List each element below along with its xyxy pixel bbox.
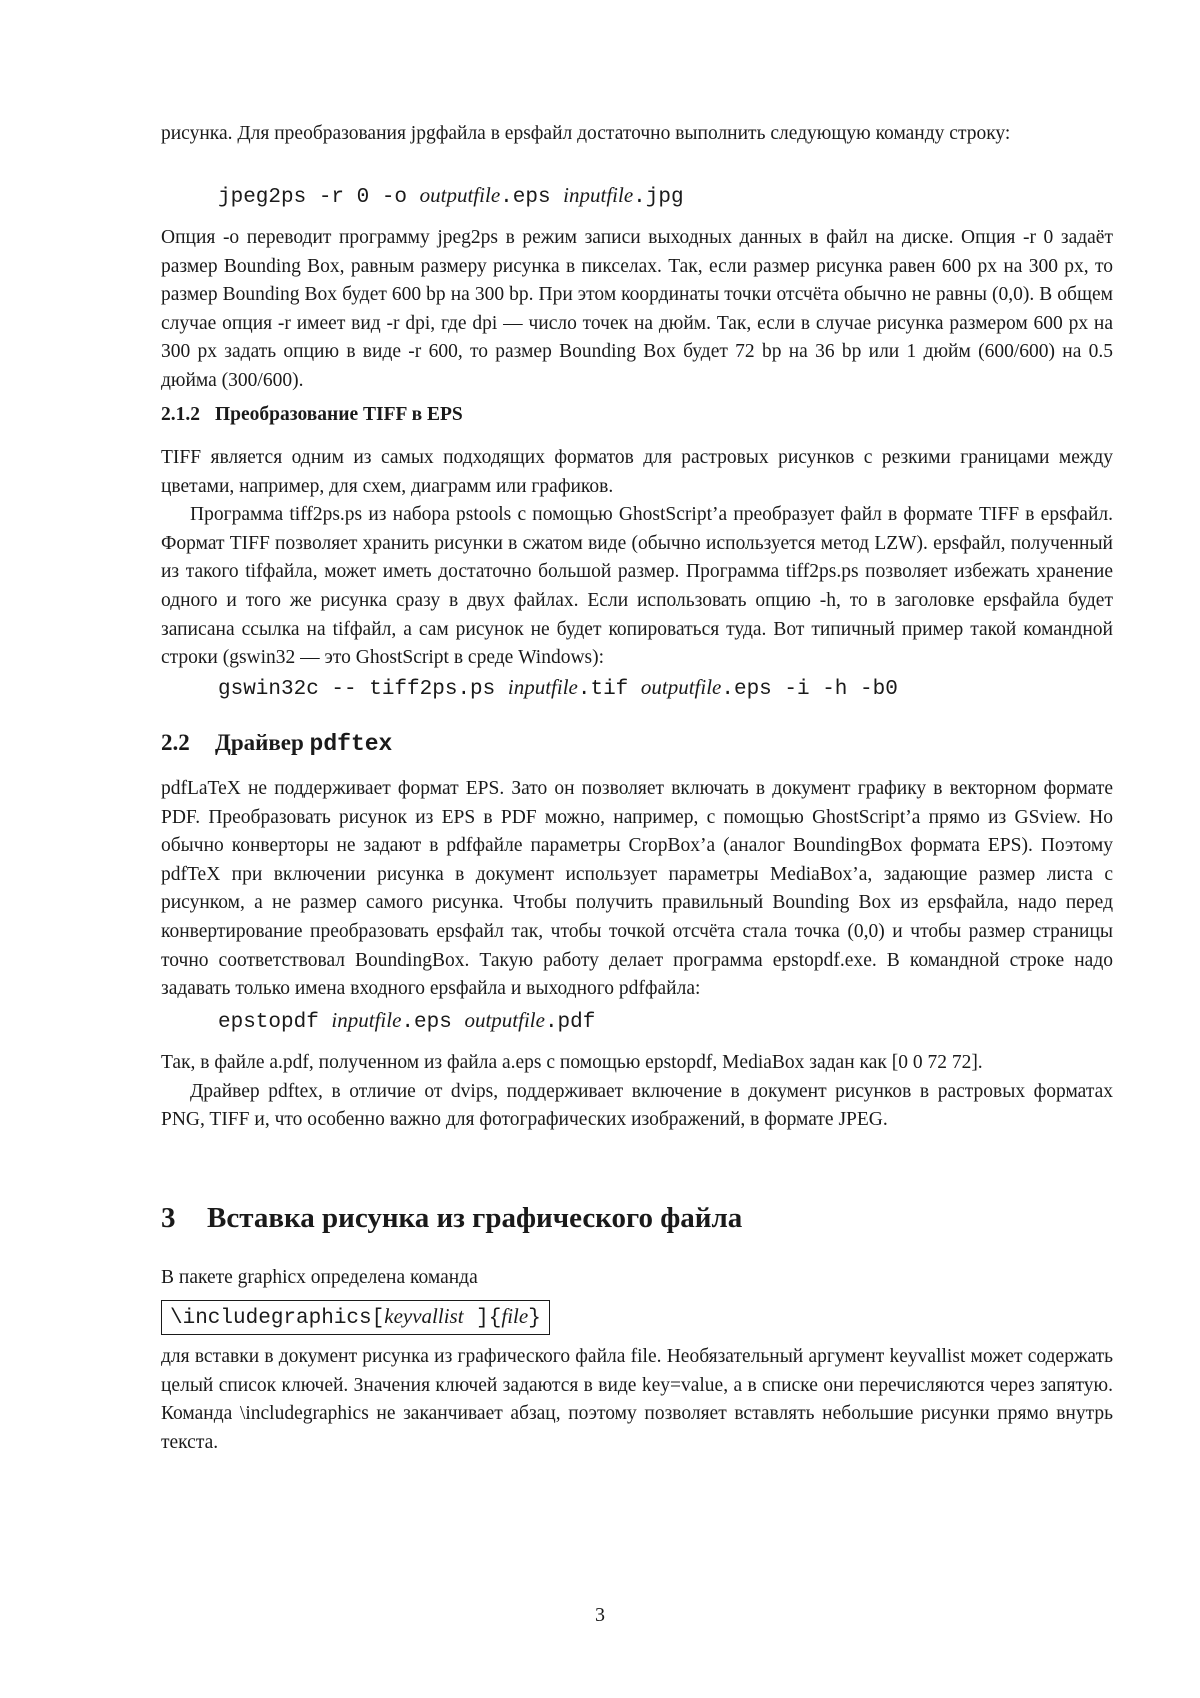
page-number: 3 — [595, 1604, 605, 1626]
paragraph-text: для вставки в документ рисунка из графического файла file. Необязательный аргумент keyvallist может содержать целый список ключей. Значения ключей задаются в виде key=value, а в списке они перечисляются через запятую. Команда \includegraphics не заканчивает абзац, поэтому позволяет вставлять небольшие рисунки прямо внутрь текста. — [161, 1346, 1113, 1453]
cmd-arg: outputfile — [419, 183, 501, 207]
cmd-part: .eps — [401, 1011, 465, 1034]
command-tiff2ps — [161, 673, 1113, 705]
section-number: 3 — [161, 1202, 176, 1234]
cmd-part: } — [528, 1307, 541, 1330]
section-title: Преобразование TIFF в EPS — [215, 404, 463, 425]
cmd-arg: outputfile — [640, 675, 722, 699]
paragraph-pdftex — [161, 775, 1113, 1004]
paragraph-graphicx — [161, 1264, 1113, 1293]
cmd-part: ]{ — [463, 1307, 502, 1330]
section-title: Вставка рисунка из графического файла — [207, 1202, 743, 1234]
paragraph-jpeg2ps-options — [161, 224, 1113, 396]
section-heading-2-2 — [161, 729, 1113, 759]
cmd-part: .jpg — [633, 186, 684, 209]
paragraph-text: Драйвер pdftex, в отличие от dvips, поддерживает включение в документ рисунков в растровых форматах PNG, TIFF и, что особенно важно для фотографических изображений, в формате JPEG. — [161, 1080, 1113, 1131]
cmd-arg: inputfile — [563, 183, 634, 207]
paragraph-text: Так, в файле a.pdf, полученном из файла a.eps с помощью epstopdf, MediaBox задан как [0 0 72 72]. — [161, 1052, 983, 1073]
cmd-part: .eps -i -h -b0 — [721, 678, 898, 701]
cmd-part: gswin32c -- tiff2ps.ps — [218, 678, 508, 701]
cmd-part: jpeg2ps -r 0 -o — [218, 186, 420, 209]
includegraphics-syntax-box — [161, 1300, 550, 1335]
command-epstopdf — [161, 1006, 1113, 1038]
cmd-part: .pdf — [544, 1011, 596, 1034]
cmd-arg: outputfile — [464, 1008, 545, 1032]
cmd-arg: inputfile — [331, 1008, 402, 1032]
section-number: 2.2 — [161, 730, 190, 755]
paragraph-text: pdfLaTeX не поддерживает формат EPS. Зато он позволяет включать в документ графику в векторном формате PDF. Преобразовать рисунок из EPS в PDF можно, например, с помощью GhostScript’а прямо из GSview. Но обычно конверторы не задают в pdfфайле параметры CropBox’а (аналог BoundingBox формата EPS). Поэтому pdfTeX при включении рисунка в документ использует параметры MediaBox’а, задающие размер листа с рисунком, а не размер самого рисунка. Чтобы получить правильный Bounding Box из epsфайла, надо перед конвертирование преобразовать epsфайл так, чтобы точкой отсчёта стала точка (0,0) и чтобы размер страницы точно соответствовал BoundingBox. Такую работу делает программа epstopdf.exe. В командной строке надо задавать только имена входного epsфайла и выходного pdfфайла: — [161, 778, 1113, 1000]
paragraph-text: Опция -o переводит программу jpeg2ps в режим записи выходных данных в файл на диске. Опция -r 0 задаёт размер Bounding Box, равным размеру рисунка в пикселах. Так, если размер рисунка равен 600 px на 300 px, то размер Bounding Box будет 600 bp на 300 bp. При этом координаты точки отсчёта обычно не равны (0,0). В общем случае опция -r имеет вид -r dpi, где dpi — число точек на дюйм. Так, если в случае рисунка размером 600 px на 300 px задать опцию в виде -r 600, то размер Bounding Box будет 72 bp на 36 bp или 1 дюйм (600/600) на 0.5 дюйма (300/600). — [161, 227, 1113, 391]
cmd-part: epstopdf — [218, 1011, 332, 1034]
section-number: 2.1.2 — [161, 404, 200, 425]
cmd-arg: keyvallist — [384, 1304, 464, 1328]
paragraph-text: рисунка. Для преобразования jpgфайла в epsфайл достаточно выполнить следующую команду строку: — [161, 123, 1011, 144]
cmd-arg: file — [501, 1304, 529, 1328]
paragraph-includegraphics — [161, 1343, 1113, 1457]
section-heading-2-1-2 — [161, 401, 1113, 430]
section-title-code: pdftex — [309, 731, 393, 757]
paragraph-text: Программа tiff2ps.ps из набора pstools с помощью GhostScript’а преобразует файл в формате TIFF в epsфайл. Формат TIFF позволяет хранить рисунки в сжатом виде (обычно используется метод LZW). epsфайл, полученный из такого tifфайла, может иметь достаточно большой размер. Программа tiff2ps.ps позволяет избежать хранение одного и того же рисунка сразу в двух файлах. Если использовать опцию -h, то в заголовке epsфайла будет записана ссылка на tifфайл, а сам рисунок не будет копироваться туда. Вот типичный пример такой командной строки (gswin32 — это GhostScript в среде Windows): — [161, 504, 1113, 669]
command-jpeg2ps — [161, 181, 1113, 213]
paragraph-epstopdf — [161, 1049, 1113, 1135]
cmd-part: \includegraphics[ — [170, 1307, 385, 1330]
section-heading-3 — [161, 1204, 1113, 1233]
paragraph-tiff — [161, 444, 1113, 673]
cmd-part: .eps — [500, 186, 564, 209]
boxed-command — [161, 1300, 1113, 1335]
cmd-part: .tif — [577, 678, 641, 701]
paragraph-jpeg-intro — [161, 120, 1113, 149]
paragraph-text: В пакете graphicx определена команда — [161, 1267, 478, 1288]
cmd-arg: inputfile — [507, 675, 578, 699]
section-title: Драйвер — [215, 730, 310, 755]
paragraph-text: TIFF является одним из самых подходящих форматов для растровых рисунков с резкими границами между цветами, например, для схем, диаграмм или графиков. — [161, 447, 1113, 497]
